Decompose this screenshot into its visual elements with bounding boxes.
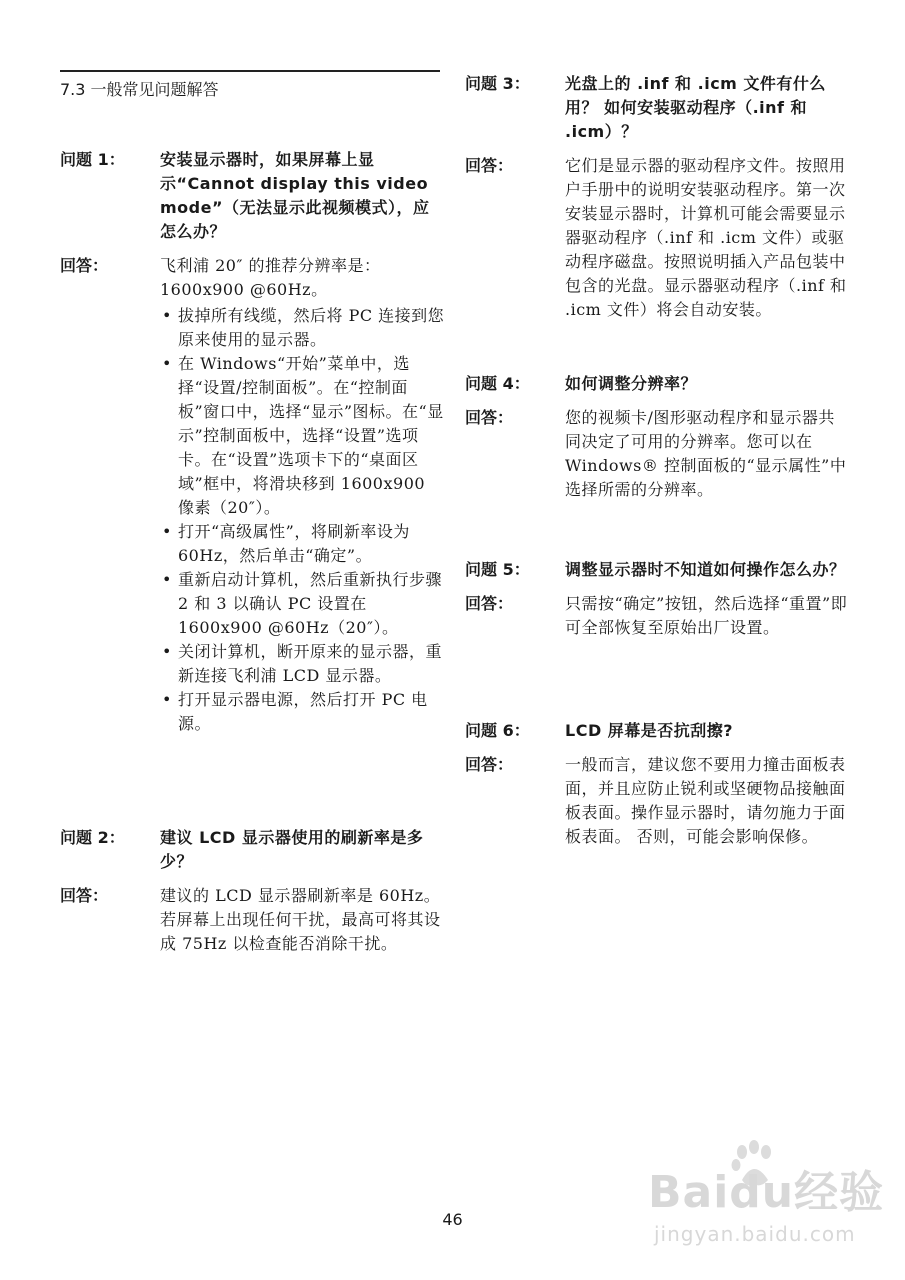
answer-steps: [160, 304, 445, 736]
question-label: 问题 2：: [60, 828, 125, 847]
page-number: 46: [442, 1210, 463, 1229]
answer-text: 它们是显示器的驱动程序文件。按照用户手册中的说明安装驱动程序。第一次安装显示器时，计算机可能会需要显示器驱动程序（.inf 和 .icm 文件）或驱动程序磁盘。按照说明插入产品包装中包含的光盘。显示器驱动程序（.inf 和 .icm 文件）将会自动安装。: [565, 156, 847, 319]
answer-text: 您的视频卡/图形驱动程序和显示器共同决定了可用的分辨率。您可以在 Windows® 控制面板的“显示属性”中选择所需的分辨率。: [565, 408, 847, 499]
bullet-icon: •: [162, 570, 172, 589]
answer-row: [60, 254, 445, 736]
step-text: 在 Windows“开始”菜单中，选择“设置/控制面板”。在“控制面板”窗口中，选择“显示”图标。在“显示”控制面板中，选择“设置”选项卡。在“设置”选项卡下的“桌面区域”框中，将滑块移到 1600x900 像素（20″）。: [178, 354, 444, 517]
bullet-icon: •: [162, 354, 172, 373]
answer-text: 飞利浦 20″ 的推荐分辨率是：1600x900 @60Hz。: [160, 256, 381, 299]
question-row: [465, 719, 850, 743]
step-text: 打开“高级属性”，将刷新率设为 60Hz，然后单击“确定”。: [178, 522, 410, 565]
bullet-icon: •: [162, 306, 172, 325]
question-text: LCD 屏幕是否抗刮擦?: [565, 721, 734, 740]
question-text: 调整显示器时不知道如何操作怎么办？: [565, 560, 846, 579]
question-row: [60, 826, 445, 874]
question-label: 问题 5：: [465, 560, 530, 579]
bullet-icon: •: [162, 690, 172, 709]
question-row: [465, 372, 850, 396]
step-item: [160, 640, 445, 688]
answer-label: 回答：: [465, 755, 514, 774]
faq-item-2: [60, 826, 445, 956]
answer-label: 回答：: [60, 256, 109, 275]
step-text: 拔掉所有线缆，然后将 PC 连接到您原来使用的显示器。: [178, 306, 445, 349]
question-text: 光盘上的 .inf 和 .icm 文件有什么用？ 如何安装驱动程序（.inf 和 .icm）？: [565, 74, 826, 141]
faq-item-4: [465, 372, 850, 502]
faq-item-5: [465, 558, 850, 640]
step-text: 重新启动计算机，然后重新执行步骤 2 和 3 以确认 PC 设置在 1600x900 @60Hz（20″）。: [178, 570, 443, 637]
faq-item-1: [60, 148, 445, 736]
answer-row: [465, 592, 850, 640]
faq-item-6: [465, 719, 850, 849]
step-item: [160, 352, 445, 520]
answer-row: [465, 753, 850, 849]
section-title: 7.3 一般常见问题解答: [60, 70, 440, 102]
question-row: [60, 148, 445, 244]
answer-row: [60, 884, 445, 956]
question-label: 问题 3：: [465, 74, 530, 93]
answer-text: 一般而言，建议您不要用力撞击面板表面，并且应防止锐利或坚硬物品接触面板表面。操作显示器时，请勿施力于面板表面。 否则，可能会影响保修。: [565, 755, 846, 846]
question-text: 安装显示器时，如果屏幕上显示“Cannot display this video mode”（无法显示此视频模式），应怎么办？: [160, 150, 430, 241]
answer-label: 回答：: [60, 886, 109, 905]
answer-label: 回答：: [465, 408, 514, 427]
step-text: 打开显示器电源，然后打开 PC 电源。: [178, 690, 428, 733]
step-item: [160, 304, 445, 352]
answer-body: [160, 254, 445, 736]
question-text: 建议 LCD 显示器使用的刷新率是多少？: [160, 828, 424, 871]
step-item: [160, 688, 445, 736]
bullet-icon: •: [162, 642, 172, 661]
watermark: [648, 1140, 885, 1255]
answer-text: 建议的 LCD 显示器刷新率是 60Hz。若屏幕上出现任何干扰，最高可将其设成 75Hz 以检查能否消除干扰。: [160, 886, 441, 953]
watermark-brand: Baidu经验: [648, 1167, 885, 1218]
answer-row: [465, 406, 850, 502]
answer-label: 回答：: [465, 156, 514, 175]
question-text: 如何调整分辨率？: [565, 374, 698, 393]
answer-row: [465, 154, 850, 322]
step-text: 关闭计算机，断开原来的显示器，重新连接飞利浦 LCD 显示器。: [178, 642, 443, 685]
faq-item-3: [465, 72, 850, 322]
watermark-domain: jingyan.baidu.com: [654, 1222, 856, 1246]
question-label: 问题 6：: [465, 721, 530, 740]
question-row: [465, 558, 850, 582]
step-item: [160, 520, 445, 568]
step-item: [160, 568, 445, 640]
question-row: [465, 72, 850, 144]
answer-text: 只需按“确定”按钮，然后选择“重置”即可全部恢复至原始出厂设置。: [565, 594, 848, 637]
bullet-icon: •: [162, 522, 172, 541]
answer-label: 回答：: [465, 594, 514, 613]
question-label: 问题 4：: [465, 374, 530, 393]
question-label: 问题 1：: [60, 150, 125, 169]
